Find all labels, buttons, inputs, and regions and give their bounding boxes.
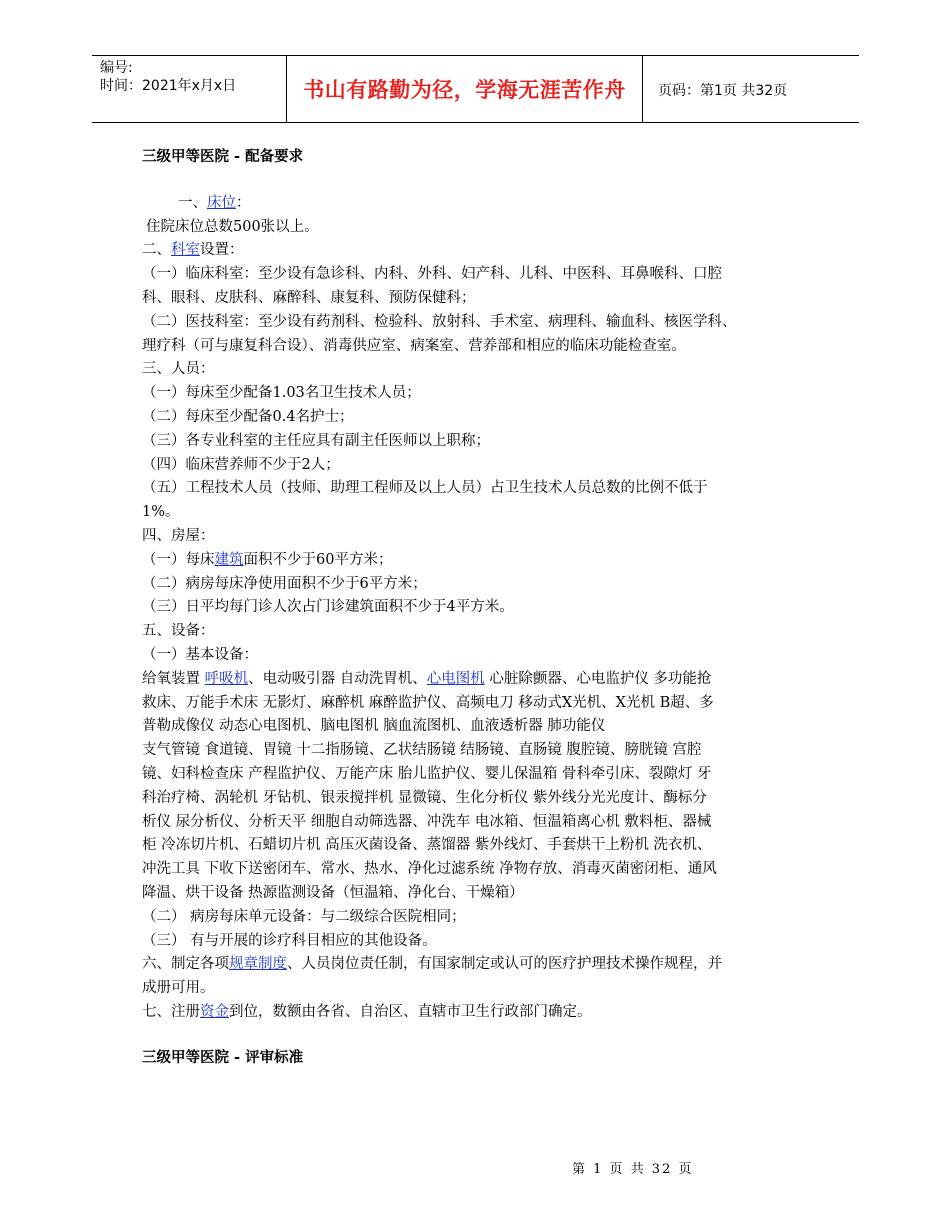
text-line: （二） 病房每床单元设备：与二级综合医院相同； [142,908,466,925]
text-line: 理疗科（可与康复科合设）、消毒供应室、病案室、营养部和相应的临床功能检查室。 [142,337,686,354]
text-segment: 心脏除颤器、心电监护仪 多功能抢 [484,670,712,687]
motto: 书山有路勤为径，学海无涯苦作舟 [303,78,626,102]
header-motto-cell [286,56,643,122]
text-line: 冲洗工具 下收下送密闭车、常水、热水、净化过滤系统 净物存放、消毒灭菌密闭柜、通风 [142,861,717,878]
header-meta [100,59,285,95]
section-title-requirements: 三级甲等医院 - 配备要求 [142,149,304,165]
text-line: 析仪 尿分析仪、分析天平 细胞自动筛选器、冲洗车 电冰箱、恒温箱离心机 敷料柜、器械 [142,813,712,830]
text-line: （二）每床至少配备0.4名护士； [142,408,354,425]
text-line [142,549,812,573]
section-title-standards: 三级甲等医院 - 评审标准 [142,1049,304,1066]
text-line: 镜、妇科检查床 产程监护仪、万能产床 胎儿监护仪、婴儿保温箱 骨科牵引床、裂隙灯 牙 [142,765,712,782]
text-line: （三）日平均每门诊人次占门诊建筑面积不少于4平方米。 [142,599,514,616]
text-line: 成册可用。 [142,980,215,997]
text-line [142,668,812,692]
text-line: 普勒成像仪 动态心电图机、脑电图机 脑血流图机、血液透析器 肺功能仪 [142,718,606,735]
link-departments[interactable]: 科室 [171,242,200,259]
item-3-heading: 三、人员： [142,361,215,378]
text-segment: 到位，数额由各省、自治区、直辖市卫生行政部门确定。 [229,1003,592,1020]
page-info: 页码：第1页 共32页 [658,83,788,99]
text-line: 柜 冷冻切片机、石蜡切片机 高压灭菌设备、蒸馏器 紫外线灯、手套烘干上粉机 洗衣机、 [142,837,712,854]
link-beds[interactable]: 床位 [207,194,236,211]
text-line: （五）工程技术人员（技师、助理工程师及以上人员）占卫生技术人员总数的比例不低于 [142,480,708,497]
text-segment: 、人员岗位责任制，有国家制定或认可的医疗护理技术操作规程，并 [287,956,722,973]
text-line: （二）医技科室：至少设有药剂科、检验科、放射科、手术室、病理科、输血科、核医学科、 [142,313,737,330]
text-line: （三）各专业科室的主任应具有副主任医师以上职称； [142,432,490,449]
text-line: （一）每床至少配备1.03名卫生技术人员； [142,385,421,402]
time-label: 时间：2021年x月x日 [100,78,237,94]
item-7-heading [142,1001,812,1025]
text-line: 科治疗椅、涡轮机 牙钻机、银汞搅拌机 显微镜、生化分析仪 紫外线分光光度计、酶标分 [142,789,707,806]
document-body [142,146,812,1070]
document-header [92,55,859,123]
text-line: 救床、万能手术床 无影灯、麻醉机 麻醉监护仪、高频电刀 移动式X光机、X光机 B超、多 [142,694,714,711]
text-segment: 给氧装置 [142,670,205,687]
text-segment: 七、注册 [142,1003,200,1020]
item-1-suffix: ： [236,194,251,211]
text-line: 1%。 [142,504,180,521]
text-segment: 六、制定各项 [142,956,229,973]
item-2-suffix: 设置： [200,242,244,259]
link-funds[interactable]: 资金 [200,1003,229,1020]
item-6-heading [142,953,812,977]
link-building[interactable]: 建筑 [214,551,244,568]
text-line: 降温、烘干设备 热源监测设备（恒温箱、净化台、干燥箱） [142,884,524,901]
item-2-prefix: 二、 [142,242,171,259]
text-line: （四）临床营养师不少于2人； [142,456,340,473]
text-segment: 面积不少于60平方米； [243,551,393,568]
item-1-prefix: 一、 [178,194,207,211]
link-ventilator[interactable]: 呼吸机 [204,670,249,687]
text-line: （三） 有与开展的诊疗科目相应的其他设备。 [142,932,437,949]
item-1-body: 住院床位总数500张以上。 [146,218,319,235]
link-regulations[interactable]: 规章制度 [229,956,287,973]
text-segment: 、电动吸引器 自动洗胃机、 [248,670,427,687]
item-2-heading [142,239,812,263]
item-1-heading [142,192,812,216]
item-5-heading: 五、设备： [142,623,215,640]
text-line: 支气管镜 食道镜、胃镜 十二指肠镜、乙状结肠镜 结肠镜、直肠镜 腹腔镜、膀胱镜 宫腔 [142,742,702,759]
text-line: （二）病房每床净使用面积不少于6平方米； [142,575,427,592]
text-line: 科、眼科、皮肤科、麻醉科、康复科、预防保健科； [142,289,476,306]
item-4-heading: 四、房屋： [142,527,215,544]
text-segment: （一）每床 [142,551,215,568]
text-line: （一）临床科室：至少设有急诊科、内科、外科、妇产科、儿科、中医科、耳鼻喉科、口腔 [142,266,722,283]
text-line: （一）基本设备： [142,646,258,663]
link-ecg-machine[interactable]: 心电图机 [426,670,485,687]
number-label: 编号: [100,60,133,76]
page-footer: 第 1 页 共 32 页 [572,1162,694,1177]
